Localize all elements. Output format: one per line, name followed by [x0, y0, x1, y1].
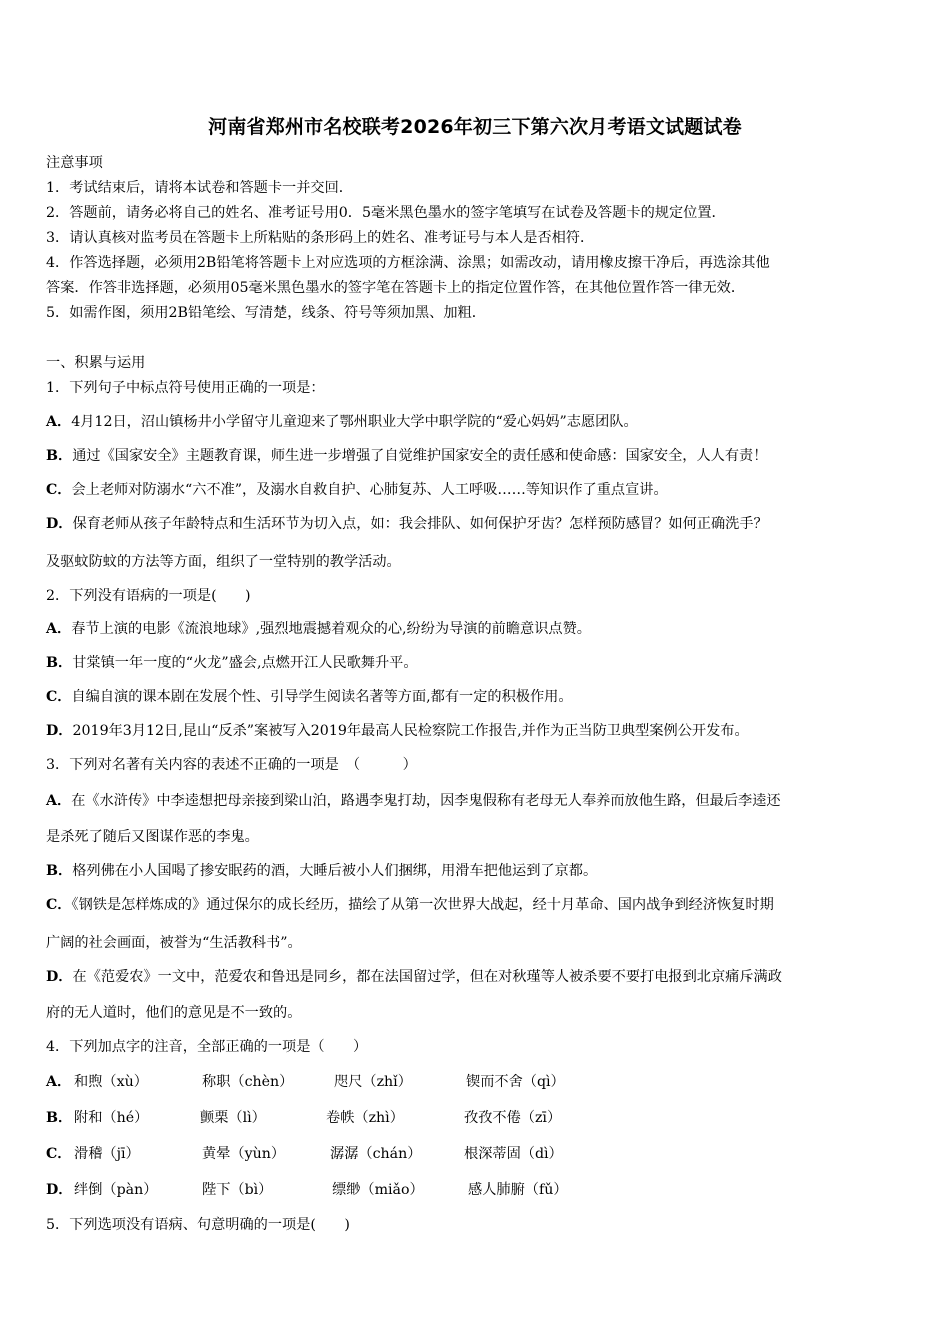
q1-option-c	[46, 479, 668, 499]
q1-option-b	[46, 445, 767, 465]
q1-option-d-cont: 及驱蚊防蚊的方法等方面，组织了一堂特别的教学活动。	[46, 554, 401, 570]
option-item: 滑稽（jī）	[74, 1146, 140, 1162]
notice-heading: 注意事项	[46, 155, 103, 171]
q4-stem: 4．下列加点字的注音，全部正确的一项是（ ）	[46, 1039, 368, 1055]
option-item: 附和（hé）	[74, 1110, 149, 1126]
option-text: 在《范爱农》一文中，范爱农和鲁迅是同乡，都在法国留过学，但在对秋瑾等人被杀要不要打电报到北京痛斥满政	[72, 969, 782, 985]
notice-item: 3．请认真核对监考员在答题卡上所粘贴的条形码上的姓名、准考证号与本人是否相符．	[46, 230, 595, 246]
option-item: 卷帙（zhì）	[326, 1110, 404, 1126]
option-label: A．	[46, 1074, 72, 1090]
option-label: D．	[46, 516, 73, 532]
option-text: 4月12日，沼山镇杨井小学留守儿童迎来了鄂州职业大学中职学院的“爱心妈妈”志愿团队。	[71, 414, 638, 430]
q2-option-a	[46, 618, 591, 638]
notice-item: 4．作答选择题，必须用2B铅笔将答题卡上对应选项的方框涂满、涂黑；如需改动，请用橡皮擦干净后，再选涂其他	[46, 255, 770, 271]
option-label: C．	[46, 1146, 72, 1162]
q3-option-b	[46, 860, 597, 880]
notice-item: 5．如需作图，须用2B铅笔绘、写清楚，线条、符号等须加黑、加粗．	[46, 305, 486, 321]
q2-stem: 2．下列没有语病的一项是( )	[46, 588, 251, 604]
q2-option-b	[46, 652, 418, 672]
option-item: 潺潺（chán）	[330, 1146, 422, 1162]
notice-item: 答案．作答非选择题，必须用05毫米黑色墨水的签字笔在答题卡上的指定位置作答，在其他位置作答一律无效．	[46, 280, 746, 296]
option-text: 格列佛在小人国喝了掺安眠药的酒，大睡后被小人们捆绑，用滑车把他运到了京都。	[72, 863, 598, 879]
option-text: 2019年3月12日,昆山“反杀”案被写入2019年最高人民检察院工作报告,并作为正当防卫典型案例公开发布。	[72, 723, 749, 739]
option-label: D．	[46, 969, 73, 985]
option-label: B．	[46, 448, 73, 464]
option-label: A．	[46, 414, 72, 430]
option-item: 孜孜不倦（zī）	[464, 1110, 562, 1126]
option-label: C．	[46, 482, 72, 498]
option-item: 锲而不舍（qì）	[466, 1074, 565, 1090]
option-item: 根深蒂固（dì）	[464, 1146, 563, 1162]
option-label: A．	[46, 793, 72, 809]
option-label: B．	[46, 863, 73, 879]
option-item: 称职（chèn）	[202, 1074, 294, 1090]
option-label: D．	[46, 1182, 73, 1198]
q3-option-a-cont: 是杀死了随后又图谋作恶的李鬼。	[46, 829, 259, 845]
q2-option-c	[46, 686, 573, 706]
option-text: 保育老师从孩子年龄特点和生活环节为切入点，如：我会排队、如何保护牙齿？怎样预防感冒？如何正确洗手？	[72, 516, 768, 532]
option-label: B．	[46, 1110, 73, 1126]
option-text: 自编自演的课本剧在发展个性、引导学生阅读名著等方面,都有一定的积极作用。	[71, 689, 573, 705]
option-item: 黄晕（yùn）	[202, 1146, 286, 1162]
q3-option-c-cont: 广阔的社会画面，被誉为“生活教科书”。	[46, 935, 302, 951]
option-text: 《钢铁是怎样炼成的》通过保尔的成长经历，描绘了从第一次世界大战起，经十月革命、国内战争到经济恢复时期	[71, 897, 774, 913]
option-item: 和煦（xù）	[74, 1074, 148, 1090]
option-text: 会上老师对防溺水“六不准”，及溺水自救自护、心肺复苏、人工呼吸……等知识作了重点宣讲。	[71, 482, 668, 498]
option-item: 缥缈（miǎo）	[332, 1182, 424, 1198]
q3-stem: 3．下列对名著有关内容的表述不正确的一项是 （ ）	[46, 757, 417, 773]
q1-stem: 1．下列句子中标点符号使用正确的一项是：	[46, 380, 325, 396]
option-label: D．	[46, 723, 73, 739]
option-item: 绊倒（pàn）	[74, 1182, 158, 1198]
option-item: 感人肺腑（fǔ）	[468, 1182, 568, 1198]
section-heading: 一、积累与运用	[46, 355, 146, 371]
notice-item: 1．考试结束后，请将本试卷和答题卡一并交回．	[46, 180, 353, 196]
q1-option-a	[46, 411, 638, 431]
q1-option-d	[46, 513, 768, 533]
q3-option-d-cont: 府的无人道时，他们的意见是不一致的。	[46, 1005, 302, 1021]
option-text: 春节上演的电影《流浪地球》,强烈地震撼着观众的心,纷纷为导演的前瞻意识点赞。	[71, 621, 591, 637]
option-label: C．	[46, 689, 72, 705]
option-item: 颤栗（lì）	[200, 1110, 266, 1126]
q3-option-a	[46, 790, 781, 810]
option-text: 通过《国家安全》主题教育课，师生进一步增强了自觉维护国家安全的责任感和使命感：国家安全，人人有责！	[72, 448, 768, 464]
option-label: A．	[46, 621, 72, 637]
q3-option-d	[46, 966, 782, 986]
q2-option-d	[46, 720, 749, 740]
option-text: 甘棠镇一年一度的“火龙”盛会,点燃开江人民歌舞升平。	[72, 655, 418, 671]
option-label: B．	[46, 655, 73, 671]
page-title: 河南省郑州市名校联考2026年初三下第六次月考语文试题试卷	[208, 116, 742, 138]
q5-stem: 5．下列选项没有语病、句意明确的一项是( )	[46, 1217, 350, 1233]
option-label: C．	[46, 897, 72, 913]
option-item: 陛下（bì）	[202, 1182, 273, 1198]
option-item: 咫尺（zhǐ）	[334, 1074, 412, 1090]
q3-option-c	[46, 894, 774, 914]
option-text: 在《水浒传》中李逵想把母亲接到梁山泊，路遇李鬼打劫，因李鬼假称有老母无人奉养而放他生路，但最后李逵还	[71, 793, 781, 809]
notice-item: 2．答题前，请务必将自己的姓名、准考证号用0．5毫米黑色墨水的签字笔填写在试卷及答题卡的规定位置．	[46, 205, 726, 221]
